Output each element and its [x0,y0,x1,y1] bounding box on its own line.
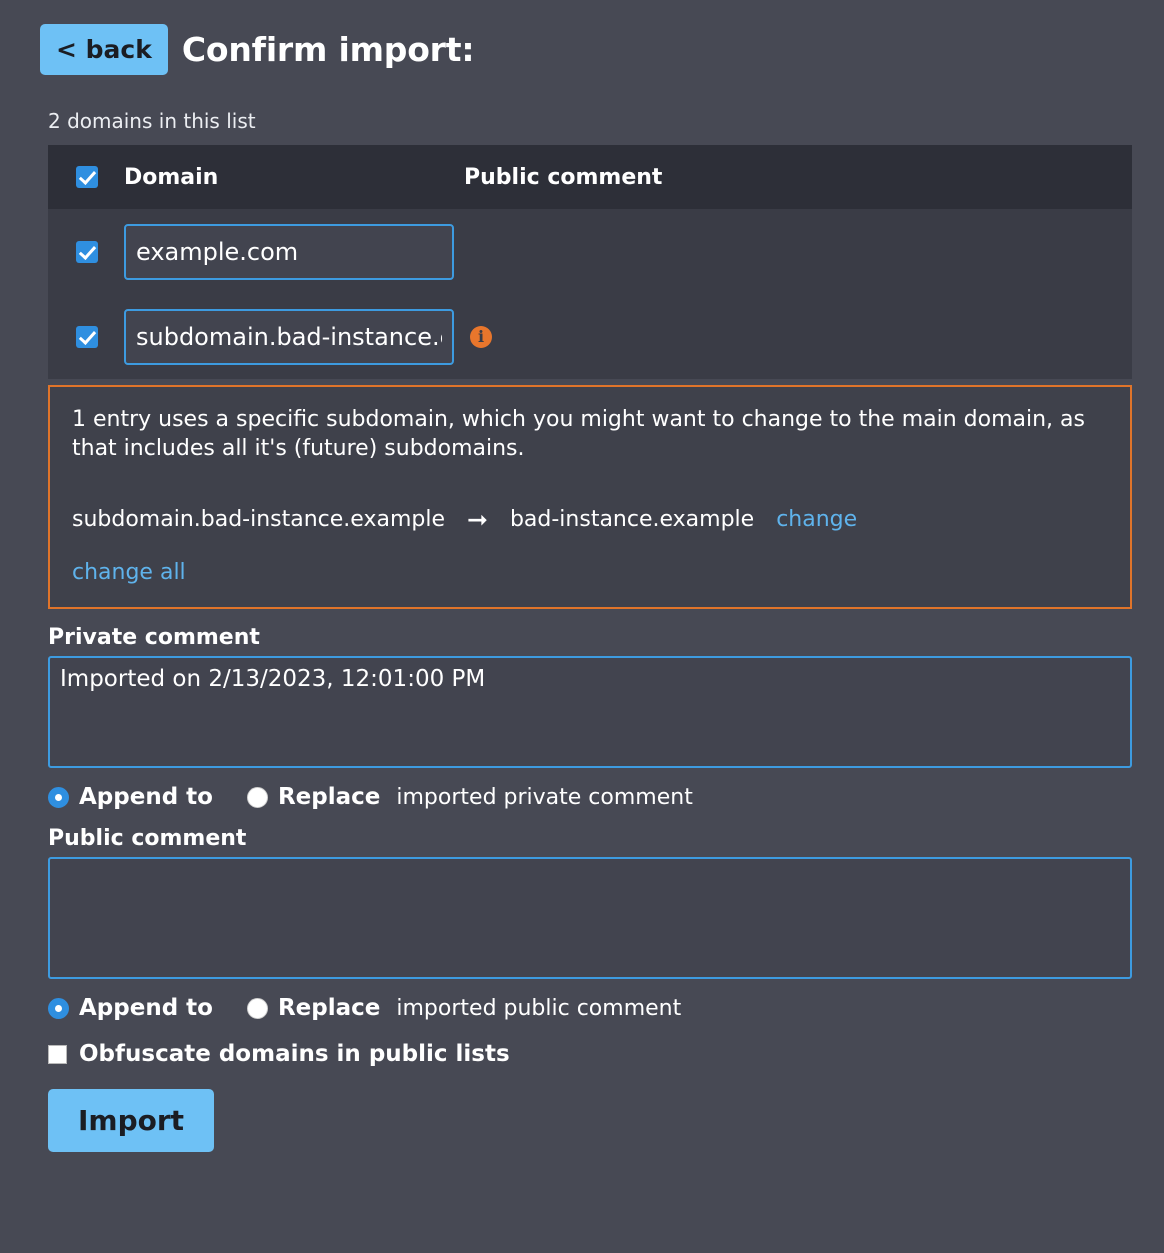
domain-count-text: 2 domains in this list [48,109,256,133]
domain-input[interactable] [124,309,454,365]
suggestion-from: subdomain.bad-instance.example [72,507,445,533]
arrow-right-icon: ➞ [467,505,488,535]
obfuscate-label: Obfuscate domains in public lists [79,1041,510,1068]
public-mode-tail-label: imported public comment [396,995,682,1021]
column-header-public-comment: Public comment [464,164,663,190]
public-comment-label: Public comment [48,826,247,852]
private-comment-mode-group [48,784,1132,810]
public-replace-radio[interactable] [247,998,268,1019]
obfuscate-checkbox[interactable] [48,1045,67,1064]
private-comment-input[interactable] [48,656,1132,768]
suggestion-to: bad-instance.example [509,507,755,533]
warning-text: 1 entry uses a specific subdomain, which you might want to change to the main domain, as that includes all it's (future) subdomains. [72,407,1085,462]
public-comment-mode-group [48,995,1132,1021]
back-button[interactable]: < back [40,24,168,75]
change-link[interactable]: change [776,507,858,533]
obfuscate-row [48,1041,1132,1067]
import-button[interactable]: Import [48,1089,214,1152]
domain-input[interactable] [124,224,454,280]
table-row [48,209,1132,294]
private-comment-label: Private comment [48,625,260,651]
public-append-label: Append to [79,995,213,1022]
table-header-row [48,145,1132,209]
change-all-link[interactable]: change all [72,560,186,586]
column-header-domain: Domain [124,164,219,190]
page-title: Confirm import: [181,30,475,69]
public-replace-label: Replace [277,995,381,1022]
select-all-checkbox[interactable] [76,166,98,188]
private-append-label: Append to [79,784,213,811]
private-replace-label: Replace [277,784,381,811]
public-append-radio[interactable] [48,998,69,1019]
domains-table [48,145,1132,379]
private-mode-tail-label: imported private comment [396,784,693,810]
private-append-radio[interactable] [48,787,69,808]
table-row [48,294,1132,379]
info-icon[interactable]: i [470,326,492,348]
row-checkbox[interactable] [76,241,98,263]
row-checkbox[interactable] [76,326,98,348]
subdomain-suggestion-row [72,505,1108,534]
public-comment-input[interactable] [48,857,1132,979]
subdomain-warning-box [48,385,1132,609]
page-header [40,24,1132,75]
private-replace-radio[interactable] [247,787,268,808]
